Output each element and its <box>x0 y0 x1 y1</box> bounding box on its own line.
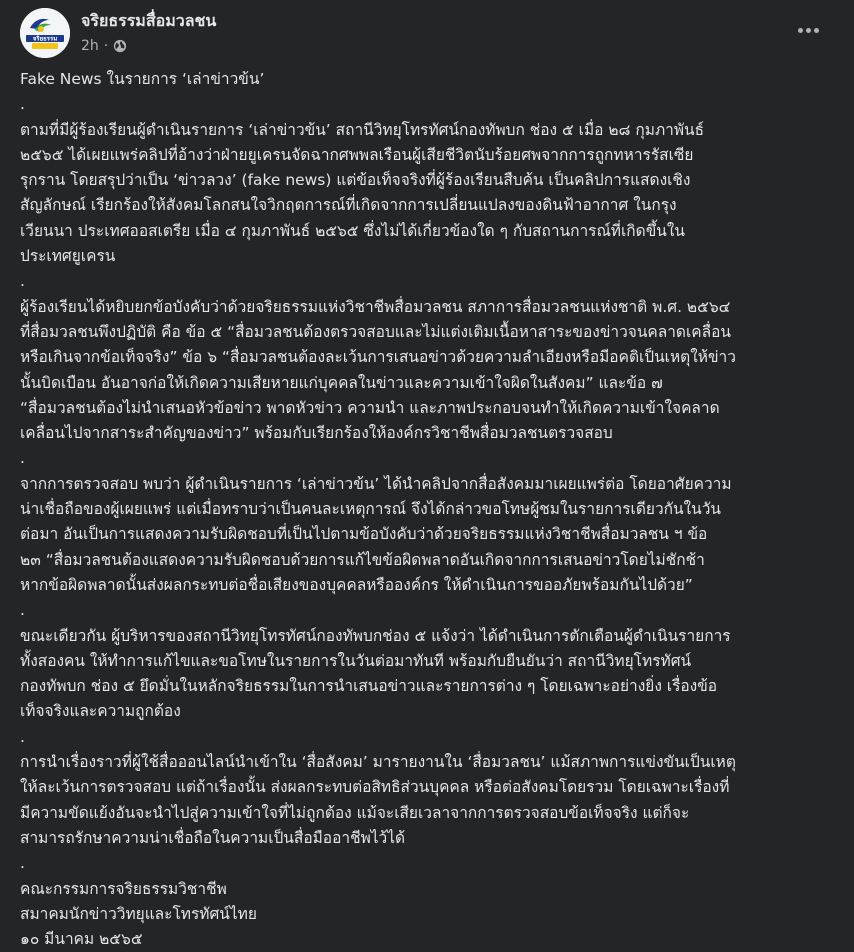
page-name[interactable]: จริยธรรมสื่อมวลชน <box>81 11 217 30</box>
post-text-line: ตามที่มีผู้ร้องเรียนผู้ดำเนินรายการ ‘เล่าข่าวข้น’ สถานีวิทยุโทรทัศน์กองทัพบก ช่อง ๕ เมื่อ ๒๘ กุมภาพันธ์ <box>20 120 705 139</box>
post-text-line: มีความขัดแย้งอันจะนำไปสู่ความเข้าใจที่ไม่ถูกต้อง แม้จะเสียเวลาจากการตรวจสอบข้อเท็จจริง แต่ก็จะ <box>20 803 690 822</box>
post-text-line: นั้นบิดเบือน อันอาจก่อให้เกิดความเสียหายแก่บุคคลในข่าวและความเข้าใจผิดในสังคม” และข้อ ๗ <box>20 373 663 392</box>
post-meta <box>81 37 127 55</box>
post-text-line: ที่สื่อมวลชนพึงปฏิบัติ คือ ข้อ ๕ “สื่อมวลชนต้องตรวจสอบและไม่แต่งเติมเนื้อหาสาระของข่าวจนคลาดเคลื่อน <box>20 322 731 341</box>
svg-text:จริยธรรม: จริยธรรม <box>32 35 58 43</box>
post-text-line: ให้ละเว้นการตรวจสอบ แต่ถ้าเรื่องนั้น ส่งผลกระทบต่อสิทธิส่วนบุคคล หรือต่อสังคมโดยรวม โดยเฉพาะเรื่องที่ <box>20 778 730 797</box>
post-text-line: ๒๕๖๕ ได้เผยแพร่คลิปที่อ้างว่าฝ่ายยูเครนจัดฉากศพพลเรือนผู้เสียชีวิตนับร้อยศพจากการถูกทหารรัสเซีย <box>20 145 694 164</box>
post-text-line: หรือเกินจากข้อเท็จจริง” ข้อ ๖ “สื่อมวลชนต้องละเว้นการเสนอข่าวด้วยความลำเอียงหรือมีอคติเป็นเหตุให้ข่าว <box>20 348 736 367</box>
post-text-line: เวียนนา ประเทศออสเตรีย เมื่อ ๔ กุมภาพันธ์ ๒๕๖๕ ซึ่งไม่ได้เกี่ยวข้องใด ๆ กับสถานการณ์ที่เกิดขึ้นใน <box>20 221 685 240</box>
post-text-line: Fake News ในรายการ ‘เล่าข่าวข้น’ <box>20 70 265 88</box>
post-text-line: น่าเชื่อถือของผู้เผยแพร่ แต่เมื่อทราบว่าเป็นคนละเหตุการณ์ จึงได้กล่าวขอโทษผู้ชมในรายการเดียวกันในวัน <box>20 500 721 519</box>
paragraph-separator: . <box>20 727 25 746</box>
post-text-line: รุกราน โดยสรุปว่าเป็น ‘ข่าวลวง’ (fake news) แต่ข้อเท็จจริงที่ผู้ร้องเรียนสืบค้น เป็นคลิปการแสดงเชิง <box>20 171 691 190</box>
meta-separator: · <box>103 38 109 54</box>
post-text-line: สามารถรักษาความน่าเชื่อถือในความเป็นสื่อมืออาชีพไว้ได้ <box>20 828 406 847</box>
post-text-line: ต่อมา อันเป็นการแสดงความรับผิดชอบที่เป็นไปตามข้อบังคับว่าด้วยจริยธรรมแห่งวิชาชีพสื่อมวลชน ฯ ข้อ <box>20 525 708 544</box>
paragraph-separator: . <box>20 449 25 468</box>
paragraph-separator: . <box>20 854 25 873</box>
post-text-line: ขณะเดียวกัน ผู้บริหารของสถานีวิทยุโทรทัศน์กองทัพบกช่อง ๕ แจ้งว่า ได้ดำเนินการตักเตือนผู้ดำเนินรายการ <box>20 626 731 645</box>
post-text-line: การนำเรื่องราวที่ผู้ใช้สื่อออนไลน์นำเข้าใน ‘สื่อสังคม’ มารายงานใน ‘สื่อมวลชน’ แม้สภาพการแข่งขันเป็นเหตุ <box>20 753 736 772</box>
post-text-line: ผู้ร้องเรียนได้หยิบยกข้อบังคับว่าด้วยจริยธรรมแห่งวิชาชีพสื่อมวลชน สภาการสื่อมวลชนแห่งชาติ พ.ศ. ๒๕๖๔ <box>20 297 731 316</box>
globe-icon[interactable] <box>113 39 127 53</box>
post-text-line: กองทัพบก ช่อง ๕ ยึดมั่นในหลักจริยธรรมในการนำเสนอข่าวและรายการต่าง ๆ โดยเฉพาะอย่างยิ่ง เรื่องข้อ <box>20 677 718 696</box>
post-text-line: เท็จจริงและความถูกต้อง <box>20 702 181 721</box>
paragraph-separator: . <box>20 272 25 291</box>
post-text-line: ๑๐ มีนาคม ๒๕๖๕ <box>20 930 143 949</box>
post-text-line: เคลื่อนไปจากสาระสำคัญของข่าว” พร้อมกับเรียกร้องให้องค์กรวิชาชีพสื่อมวลชนตรวจสอบ <box>20 424 613 443</box>
paragraph-separator: . <box>20 95 25 114</box>
page-avatar[interactable] <box>20 8 70 58</box>
post-text-line: คณะกรรมการจริยธรรมวิชาชีพ <box>20 879 227 898</box>
post-timestamp[interactable]: 2h <box>81 38 99 54</box>
post-text-line: สัญลักษณ์ เรียกร้องให้สังคมโลกสนใจวิกฤตการณ์ที่เกิดจากการเปลี่ยนแปลงของดินฟ้าอากาศ ในกรุง <box>20 196 677 215</box>
post-text-line: ทั้งสองคน ให้ทำการแก้ไขและขอโทษในรายการในวันต่อมาทันที พร้อมกับยืนยันว่า สถานีวิทยุโทรทัศน์ <box>20 651 692 670</box>
post-text-line: สมาคมนักข่าววิทยุและโทรทัศน์ไทย <box>20 904 257 923</box>
more-options-icon <box>798 28 819 33</box>
paragraph-separator: . <box>20 601 25 620</box>
post-text-line: ๒๓ “สื่อมวลชนต้องแสดงความรับผิดชอบด้วยการแก้ไขข้อผิดพลาดอันเกิดจากการเสนอข่าวโดยไม่ชักช้า <box>20 550 705 569</box>
post-text-line: ประเทศยูเครน <box>20 247 116 266</box>
avatar-logo-icon <box>20 8 70 58</box>
post-text <box>20 67 840 952</box>
post-text-line: จากการตรวจสอบ พบว่า ผู้ดำเนินรายการ ‘เล่าข่าวข้น’ ได้นำคลิปจากสื่อสังคมมาเผยแพร่ต่อ โดยอาศัยความ <box>20 474 732 493</box>
more-options-button[interactable] <box>788 12 828 48</box>
post-header <box>0 0 854 64</box>
post-text-line: “สื่อมวลชนต้องไม่นำเสนอหัวข้อข่าว พาดหัวข่าว ความนำ และภาพประกอบจนทำให้เกิดความเข้าใจคลาด <box>20 398 720 417</box>
post-text-line: หากข้อผิดพลาดนั้นส่งผลกระทบต่อชื่อเสียงของบุคคลหรือองค์กร ให้ดำเนินการขออภัยพร้อมกันไปด้วย” <box>20 575 693 594</box>
